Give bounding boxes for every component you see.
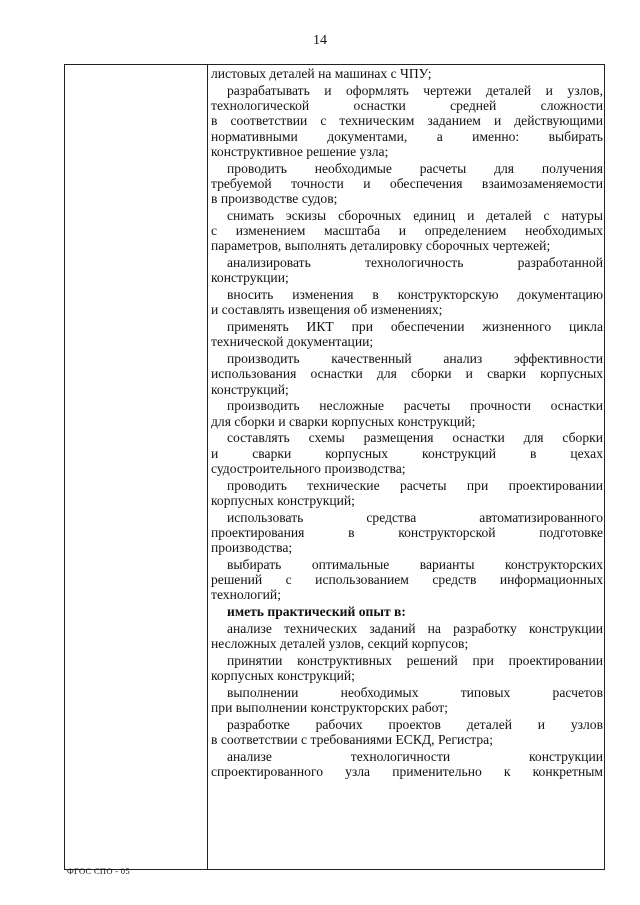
list-item-line: анализе технических заданий на разработку конструкции	[227, 620, 603, 636]
list-item	[211, 208, 603, 254]
list-item	[211, 621, 603, 652]
list-item	[211, 717, 603, 748]
list-item-line: производить несложные расчеты прочности оснастки	[227, 398, 603, 414]
list-item	[211, 685, 603, 716]
list-item	[211, 351, 603, 397]
section-heading: иметь практический опыт в:	[227, 604, 406, 620]
list-item-line: анализе технологичности конструкции	[227, 748, 603, 764]
list-item-line: снимать эскизы сборочных единиц и деталей с натуры	[227, 207, 603, 223]
list-item-line: использовать средства автоматизированного	[227, 509, 603, 525]
page-number: 14	[313, 33, 327, 48]
list-item	[211, 287, 603, 318]
list-item-line: несложных деталей узлов, секций корпусов;	[211, 636, 469, 652]
list-item	[211, 557, 603, 603]
list-item	[211, 749, 603, 780]
list-item-line: требуемой точности и обеспечения взаимозаменяемости	[211, 175, 603, 191]
list-item	[211, 83, 603, 159]
list-item-line: конструкции;	[211, 270, 289, 286]
list-item-line: в соответствии с техническим заданием и действующими	[211, 113, 603, 129]
list-item-line: принятии конструктивных решений при проектировании	[227, 652, 603, 668]
list-item-line: в соответствии с требованиями ЕСКД, Регистра;	[211, 732, 493, 748]
list-item	[211, 430, 603, 476]
list-item-line: выбирать оптимальные варианты конструкторских	[227, 556, 603, 572]
list-item-line: разрабатывать и оформлять чертежи деталей и узлов,	[227, 82, 603, 98]
list-item	[211, 255, 603, 286]
list-item-line: технической документации;	[211, 334, 374, 350]
list-item-line: анализировать технологичность разработанной	[227, 255, 603, 271]
list-item	[211, 66, 603, 81]
list-item-line: составлять схемы размещения оснастки для сборки	[227, 430, 603, 446]
footer-code: ФГОС СПО - 05	[67, 866, 130, 876]
list-item-line: параметров, выполнять деталировку сборочных чертежей;	[211, 238, 551, 254]
list-item	[211, 319, 603, 350]
list-item-line: технологий;	[211, 587, 281, 603]
list-item-line: технологической оснастки средней сложности	[211, 97, 603, 113]
list-item-line: корпусных конструкций;	[211, 668, 355, 684]
list-item-line: в производстве судов;	[211, 191, 338, 207]
requirements-table	[64, 64, 605, 870]
list-item-line: проектирования в конструкторской подготовке	[211, 524, 603, 540]
list-item-line: разработке рабочих проектов деталей и узлов	[227, 716, 603, 732]
list-item-line: и сварки корпусных конструкций в цехах	[211, 445, 603, 461]
list-item	[211, 161, 603, 207]
list-item-line: листовых деталей на машинах с ЧПУ;	[211, 66, 432, 81]
list-item-line: спроектированного узла применительно к конкретным	[211, 764, 603, 780]
list-item-line: использования оснастки для сборки и сварки корпусных	[211, 366, 603, 382]
list-item-line: конструктивное решение узла;	[211, 143, 389, 159]
list-item-line: проводить технические расчеты при проектировании	[227, 477, 603, 493]
list-item-line: для сборки и сварки корпусных конструкций;	[211, 413, 476, 429]
list-item-line: с изменением масштаба и определением необходимых	[211, 223, 603, 239]
list-item-line: применять ИКТ при обеспечении жизненного цикла	[227, 319, 603, 335]
list-item-line: производства;	[211, 540, 293, 556]
list-item-line: и составлять извещения об изменениях;	[211, 302, 443, 318]
table-cell-content	[211, 66, 603, 781]
list-item-line: выполнении необходимых типовых расчетов	[227, 684, 603, 700]
list-item	[211, 510, 603, 556]
list-item	[211, 398, 603, 429]
list-item	[211, 653, 603, 684]
list-item-line: проводить необходимые расчеты для получения	[227, 160, 603, 176]
list-item-line: нормативными документами, а именно: выбирать	[211, 128, 603, 144]
list-item-line: при выполнении конструкторских работ;	[211, 700, 449, 716]
list-item-line: производить качественный анализ эффективности	[227, 351, 603, 367]
list-item-line: корпусных конструкций;	[211, 492, 355, 508]
column-divider	[207, 65, 208, 869]
list-item-line: судостроительного производства;	[211, 460, 406, 476]
list-item-line: решений с использованием средств информационных	[211, 572, 603, 588]
list-item	[211, 478, 603, 509]
list-item-line: вносить изменения в конструкторскую документацию	[227, 287, 603, 303]
list-item-line: конструкций;	[211, 381, 289, 397]
